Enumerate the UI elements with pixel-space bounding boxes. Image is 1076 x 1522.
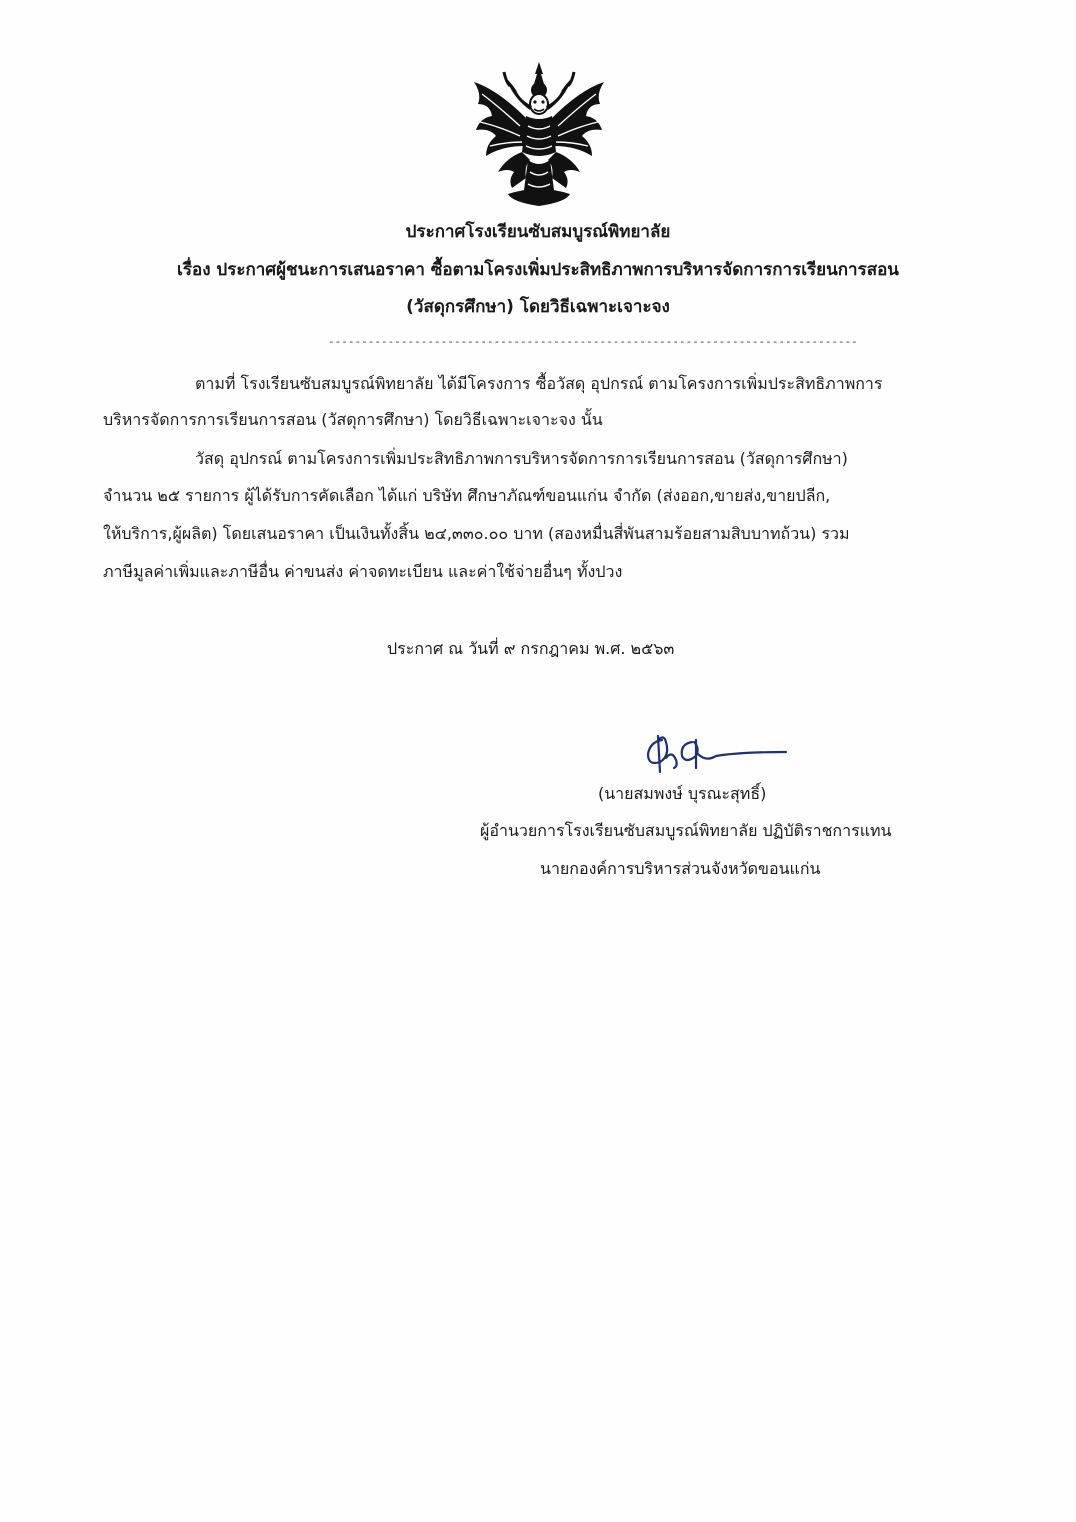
announcement-title: ประกาศโรงเรียนซับสมบูรณ์พิทยาลัย <box>405 222 671 242</box>
title-separator: -------------------------------------------------------------------------------- <box>328 335 858 348</box>
paragraph-2-line-3: ให้บริการ,ผู้ผลิต) โดยเสนอราคา เป็นเงินทั้งสิ้น ๒๔,๓๓๐.๐๐ บาท (สองหมื่นสี่พันสามร้อยสามสิบบาทถ้วน) รวม <box>103 524 850 543</box>
paragraph-2-line-2: จำนวน ๒๕ รายการ ผู้ได้รับการคัดเลือก ได้แก่ บริษัท ศึกษาภัณฑ์ขอนแก่น จำกัด (ส่งออก,ขายส่ง,ขายปลีก, <box>103 486 831 505</box>
paragraph-2-line-4: ภาษีมูลค่าเพิ่มและภาษีอื่น ค่าขนส่ง ค่าจดทะเบียน และค่าใช้จ่ายอื่นๆ ทั้งปวง <box>103 562 623 581</box>
announcement-date: ประกาศ ณ วันที่ ๙ กรกฎาคม พ.ศ. ๒๕๖๓ <box>387 639 675 658</box>
announcement-subject-cont: (วัสดุกรศึกษา) โดยวิธีเฉพาะเจาะจง <box>406 297 670 317</box>
announcement-subject: เรื่อง ประกาศผู้ชนะการเสนอราคา ซื้อตามโครงเพิ่มประสิทธิภาพการบริหารจัดการการเรียนการสอน <box>177 260 899 280</box>
signatory-position-line-1: ผู้อำนวยการโรงเรียนซับสมบูรณ์พิทยาลัย ปฏิบัติราชการแทน <box>480 821 892 840</box>
handwritten-signature-icon <box>640 732 790 778</box>
signatory-name: (นายสมพงษ์ บุรณะสุทธิ์) <box>598 784 767 803</box>
garuda-emblem-icon <box>468 60 610 210</box>
paragraph-1-line-1: ตามที่ โรงเรียนซับสมบูรณ์พิทยาลัย ได้มีโครงการ ซื้อวัสดุ อุปกรณ์ ตามโครงการเพิ่มประสิทธิภาพการ <box>195 374 883 393</box>
paragraph-1-line-2: บริหารจัดการการเรียนการสอน (วัสดุการศึกษา) โดยวิธีเฉพาะเจาะจง นั้น <box>103 410 603 429</box>
signatory-position-line-2: นายกองค์การบริหารส่วนจังหวัดขอนแก่น <box>540 859 821 878</box>
paragraph-2-line-1: วัสดุ อุปกรณ์ ตามโครงการเพิ่มประสิทธิภาพการบริหารจัดการการเรียนการสอน (วัสดุการศึกษา) <box>195 449 848 468</box>
